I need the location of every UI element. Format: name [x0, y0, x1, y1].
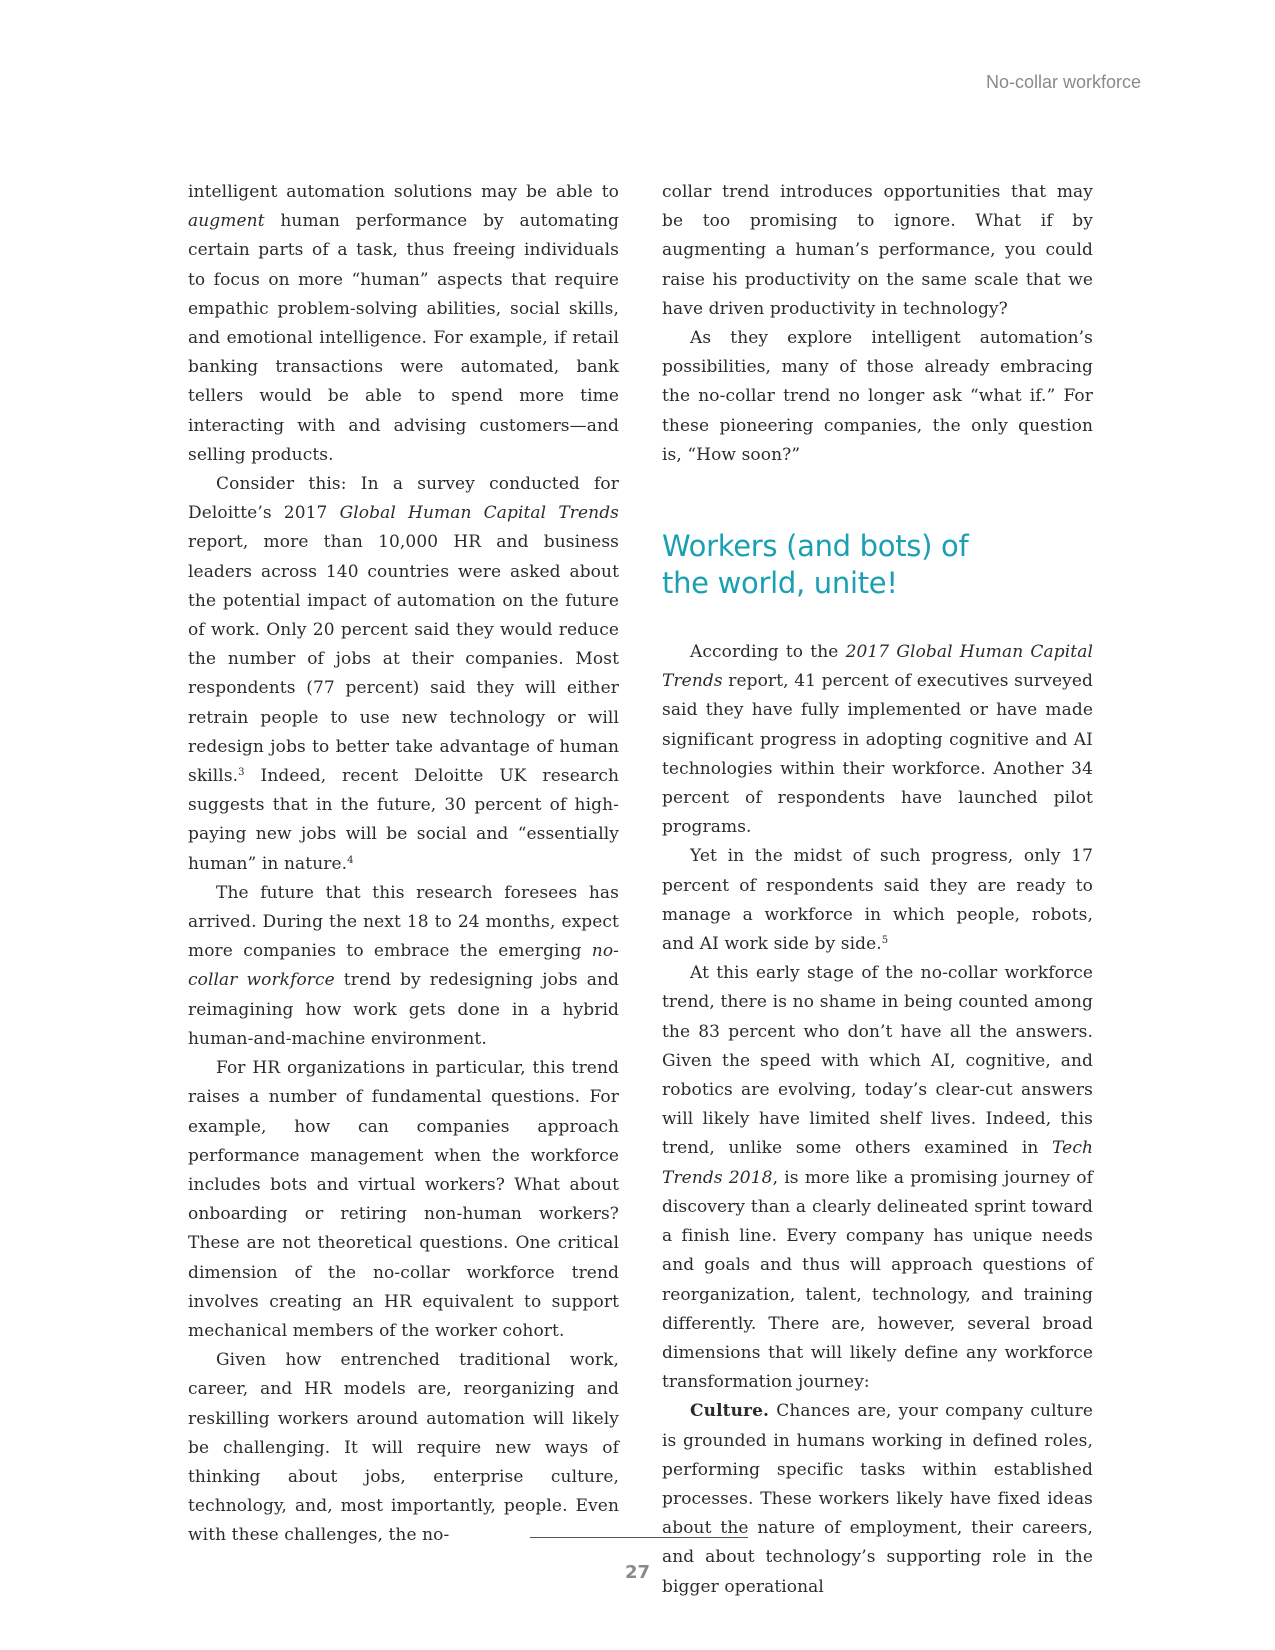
lead-in-label: Culture. — [690, 1401, 770, 1422]
text-run: Chances are, your company culture is grounded in humans working in defined roles, performing specific tasks within established processes. These workers likely have fixed ideas about the nature of employment, their careers, and about technology’s supporting role in the bigger operational — [662, 1401, 1093, 1597]
emphasis-text: 2017 Global Human Capital Trends — [662, 642, 1093, 692]
text-run: report, 41 percent of executives surveyed said they have fully implemented or have made significant progress in adopting cognitive and AI technologies within their workforce. Another 34 percent of respondents have launched pilot programs. — [662, 671, 1093, 838]
text-run: At this early stage of the no-collar workforce trend, there is no shame in being counted among the 83 percent who don’t have all the answers. Given the speed with which AI, cognitive, and robotics are evolving, today’s clear-cut answers will likely have limited shelf lives. Indeed, this trend, unlike some others examined in — [662, 963, 1093, 1159]
body-paragraph — [188, 879, 619, 1054]
running-header: No-collar workforce — [985, 72, 1141, 92]
body-paragraph — [662, 638, 1093, 842]
page-number: 27 — [624, 1562, 651, 1583]
text-run: Indeed, recent Deloitte UK research suggests that in the future, 30 percent of high-paying new jobs will be social and “essentially human” in nature. — [188, 766, 619, 874]
footnote-ref[interactable]: 5 — [881, 935, 889, 947]
body-paragraph: For HR organizations in particular, this trend raises a number of fundamental questions. For example, how can companies approach performance management when the workforce includes bots and virtual workers? What about onboarding or retiring non-human workers? These are not theoretical questions. One critical dimension of the no-collar workforce trend involves creating an HR equivalent to support mechanical members of the worker cohort. — [188, 1058, 619, 1341]
text-run: Consider this: In a survey conducted for Deloitte’s 2017 — [188, 474, 619, 524]
emphasis-text: Tech Trends 2018 — [662, 1138, 1093, 1188]
emphasis-text: no-collar workforce — [188, 941, 619, 991]
emphasis-text: Global Human Capital Trends — [339, 503, 619, 524]
body-paragraph: Given how entrenched traditional work, career, and HR models are, reorganizing and reskilling workers around automation will likely be challenging. It will require new ways of thinking about jobs, enterprise culture, technology, and, most importantly, people. Even with these challenges, the no- — [188, 1350, 619, 1546]
text-run: The future that this research foresees has arrived. During the next 18 to 24 months, expect more companies to embrace the emerging — [188, 882, 619, 962]
body-paragraph — [188, 470, 619, 879]
text-run: intelligent automation solutions may be able to — [188, 182, 619, 202]
right-column — [662, 178, 1093, 1602]
heading-line: Workers (and bots) of — [662, 529, 969, 564]
text-run: human performance by automating certain parts of a task, thus freeing individuals to focus on more “human” aspects that require empathic problem-solving abilities, social skills, and emotional intelligence. For example, if retail banking transactions were automated, bank tellers would be able to spend more time interacting with and advising customers—and selling products. — [188, 211, 619, 465]
body-paragraph — [188, 178, 619, 470]
footnote-ref[interactable]: 3 — [238, 767, 245, 779]
footnote-ref[interactable]: 4 — [347, 854, 354, 866]
text-run: , is more like a promising journey of discovery than a clearly delineated sprint toward a finish line. Every company has unique needs and goals and thus will approach questions of reorganization, talent, technology, and training differently. There are, however, several broad dimensions that will likely define any workforce transformation journey: — [662, 1167, 1093, 1393]
left-column — [188, 178, 619, 1551]
text-run: According to the — [690, 642, 846, 663]
heading-line: the world, unite! — [662, 566, 898, 601]
body-paragraph: As they explore intelligent automation’s possibilities, many of those already embracing the no-collar trend no longer ask “what if.” For these pioneering companies, the only question is, “How soon?” — [662, 328, 1093, 465]
text-run: trend by redesigning jobs and reimagining how work gets done in a hybrid human-and-machine environment. — [188, 970, 619, 1049]
text-run: Yet in the midst of such progress, only 17 percent of respondents said they are ready to manage a workforce in which people, robots, and AI work side by side. — [662, 846, 1093, 955]
emphasis-text: augment — [188, 211, 265, 232]
text-run: report, more than 10,000 HR and business leaders across 140 countries were asked about the potential impact of automation on the future of work. Only 20 percent said they would reduce the number of jobs at their companies. Most respondents (77 percent) said they will either retrain people to use new technology or will redesign jobs to better take advantage of human skills. — [188, 532, 619, 787]
footer-divider — [530, 1537, 748, 1538]
section-heading — [662, 528, 1093, 602]
body-paragraph — [662, 842, 1093, 959]
body-paragraph — [662, 959, 1093, 1397]
body-paragraph: collar trend introduces opportunities that may be too promising to ignore. What if by augmenting a human’s performance, you could raise his productivity on the same scale that we have driven productivity in technology? — [662, 182, 1093, 319]
